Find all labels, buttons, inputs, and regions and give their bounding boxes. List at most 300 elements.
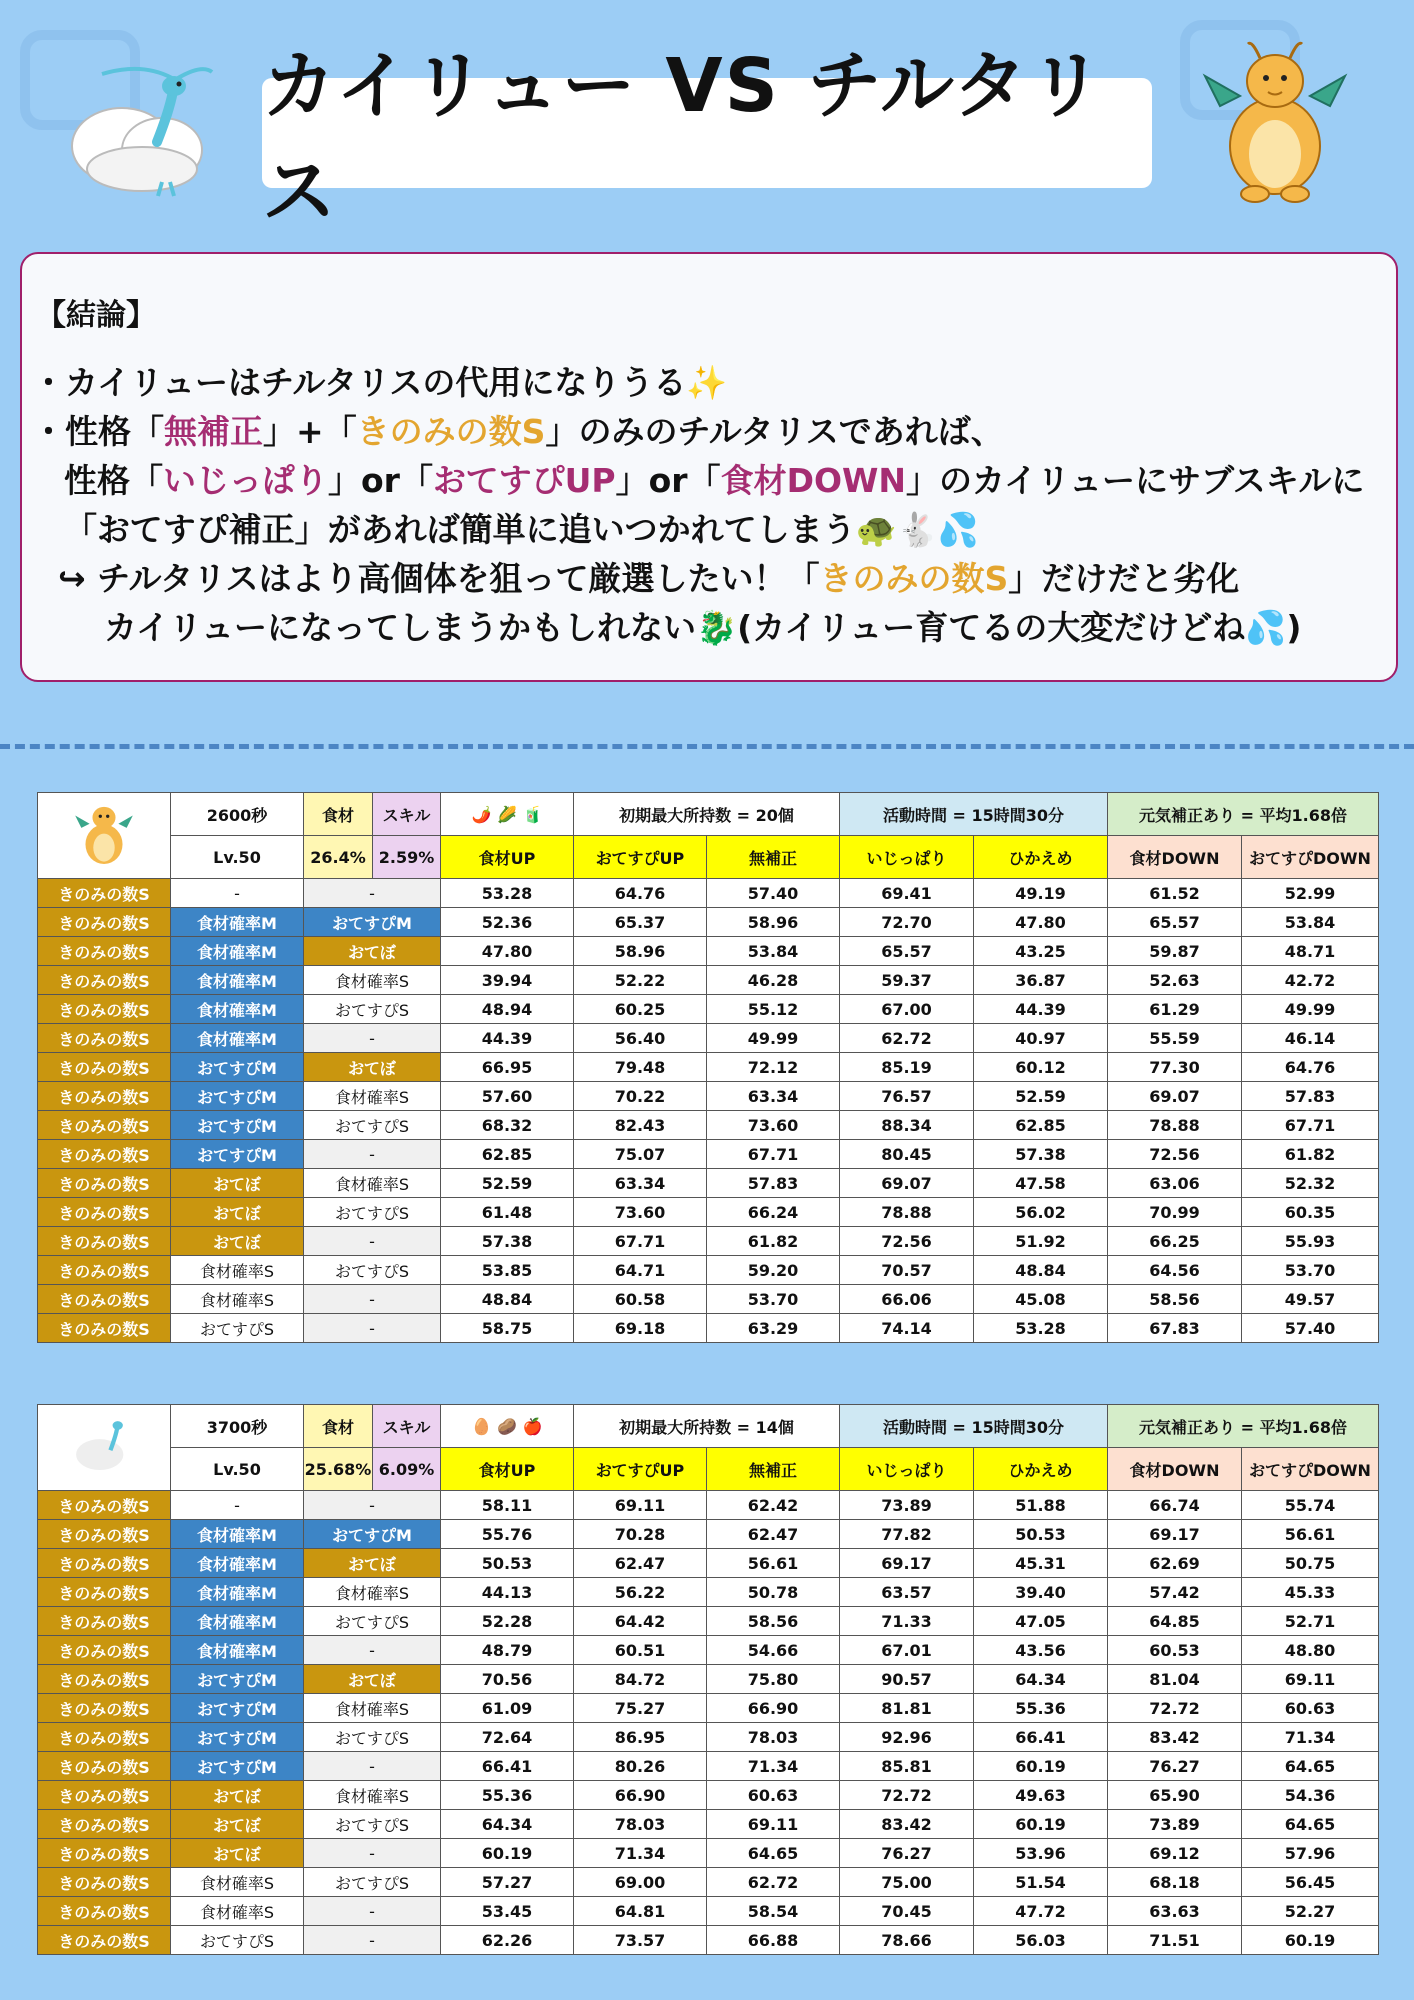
group-header-max-hold: 初期最大所持数 = 20個 — [574, 793, 840, 836]
value-cell: 59.20 — [707, 1256, 840, 1285]
subskill-1-cell: きのみの数S — [38, 1636, 171, 1665]
highlight-help-speed-up: おてすぴUP — [432, 461, 616, 500]
value-cell: 57.83 — [1242, 1082, 1379, 1111]
subskill-2-cell: おてすぴM — [171, 1053, 304, 1082]
value-cell: 58.56 — [1108, 1285, 1242, 1314]
value-cell: 82.43 — [574, 1111, 707, 1140]
value-cell: 52.22 — [574, 966, 707, 995]
subskill-1-cell: きのみの数S — [38, 1198, 171, 1227]
ingredient-label: 食材 — [304, 1405, 373, 1448]
value-cell: 83.42 — [1108, 1723, 1242, 1752]
value-cell: 64.42 — [574, 1607, 707, 1636]
dragonite-mascot-image — [1200, 36, 1350, 206]
conclusion-heading: 【結論】 — [36, 298, 156, 333]
subskill-2-cell: - — [171, 1491, 304, 1520]
value-cell: 57.83 — [707, 1169, 840, 1198]
value-cell: 42.72 — [1242, 966, 1379, 995]
value-cell: 64.65 — [1242, 1810, 1379, 1839]
value-cell: 45.33 — [1242, 1578, 1379, 1607]
value-cell: 62.47 — [574, 1549, 707, 1578]
value-cell: 66.41 — [974, 1723, 1108, 1752]
value-cell: 71.51 — [1108, 1926, 1242, 1955]
value-cell: 66.95 — [441, 1053, 574, 1082]
value-cell: 75.80 — [707, 1665, 840, 1694]
col-header: 無補正 — [707, 1448, 840, 1491]
value-cell: 69.11 — [707, 1810, 840, 1839]
subskill-2-cell: おてぼ — [171, 1227, 304, 1256]
subskill-1-cell: きのみの数S — [38, 966, 171, 995]
value-cell: 61.09 — [441, 1694, 574, 1723]
section-divider — [0, 744, 1414, 749]
subskill-3-cell: - — [304, 1897, 441, 1926]
value-cell: 63.34 — [574, 1169, 707, 1198]
table-row — [38, 1810, 1379, 1839]
corn-icon: 🌽 — [497, 804, 517, 824]
subskill-2-cell: おてすぴS — [171, 1314, 304, 1343]
value-cell: 52.36 — [441, 908, 574, 937]
value-cell: 57.40 — [707, 879, 840, 908]
value-cell: 69.00 — [574, 1868, 707, 1897]
subskill-2-cell: おてぼ — [171, 1781, 304, 1810]
value-cell: 40.97 — [974, 1024, 1108, 1053]
table-row — [38, 1256, 1379, 1285]
subskill-3-cell: - — [304, 1227, 441, 1256]
value-cell: 58.96 — [707, 908, 840, 937]
value-cell: 53.70 — [1242, 1256, 1379, 1285]
subskill-3-cell: おてすぴM — [304, 908, 441, 937]
subskill-1-cell: きのみの数S — [38, 1578, 171, 1607]
level: Lv.50 — [171, 1448, 304, 1491]
table-row — [38, 1520, 1379, 1549]
subskill-1-cell: きのみの数S — [38, 1491, 171, 1520]
value-cell: 53.70 — [707, 1285, 840, 1314]
value-cell: 52.28 — [441, 1607, 574, 1636]
value-cell: 52.99 — [1242, 879, 1379, 908]
table-row — [38, 1053, 1379, 1082]
value-cell: 49.99 — [1242, 995, 1379, 1024]
subskill-1-cell: きのみの数S — [38, 908, 171, 937]
subskill-3-cell: - — [304, 879, 441, 908]
value-cell: 66.41 — [441, 1752, 574, 1781]
table-row — [38, 1314, 1379, 1343]
subskill-2-cell: 食材確率S — [171, 1285, 304, 1314]
value-cell: 88.34 — [840, 1111, 974, 1140]
subskill-2-cell: 食材確率S — [171, 1868, 304, 1897]
value-cell: 53.28 — [974, 1314, 1108, 1343]
subskill-3-cell: おてすぴS — [304, 1256, 441, 1285]
table-row — [38, 1140, 1379, 1169]
subskill-2-cell: 食材確率M — [171, 1549, 304, 1578]
value-cell: 71.33 — [840, 1607, 974, 1636]
value-cell: 78.66 — [840, 1926, 974, 1955]
value-cell: 45.08 — [974, 1285, 1108, 1314]
value-cell: 69.17 — [840, 1549, 974, 1578]
value-cell: 49.57 — [1242, 1285, 1379, 1314]
value-cell: 45.31 — [974, 1549, 1108, 1578]
value-cell: 55.74 — [1242, 1491, 1379, 1520]
subskill-3-cell: おてぼ — [304, 1549, 441, 1578]
value-cell: 64.81 — [574, 1897, 707, 1926]
subskill-2-cell: おてすぴM — [171, 1665, 304, 1694]
group-header-max-hold: 初期最大所持数 = 14個 — [574, 1405, 840, 1448]
value-cell: 72.70 — [840, 908, 974, 937]
value-cell: 48.94 — [441, 995, 574, 1024]
value-cell: 60.53 — [1108, 1636, 1242, 1665]
value-cell: 69.41 — [840, 879, 974, 908]
value-cell: 64.76 — [1242, 1053, 1379, 1082]
value-cell: 73.60 — [574, 1198, 707, 1227]
apple-icon: 🍎 — [522, 1416, 543, 1436]
conclusion-text: ) — [1286, 608, 1302, 647]
subskill-1-cell: きのみの数S — [38, 1053, 171, 1082]
conclusion-text: カイリューになってしまうかもしれない — [104, 608, 697, 647]
value-cell: 54.66 — [707, 1636, 840, 1665]
value-cell: 61.82 — [707, 1227, 840, 1256]
value-cell: 63.29 — [707, 1314, 840, 1343]
value-cell: 60.25 — [574, 995, 707, 1024]
value-cell: 53.28 — [441, 879, 574, 908]
value-cell: 55.59 — [1108, 1024, 1242, 1053]
value-cell: 66.90 — [707, 1694, 840, 1723]
subskill-1-cell: きのみの数S — [38, 1285, 171, 1314]
subskill-1-cell: きのみの数S — [38, 1549, 171, 1578]
value-cell: 65.37 — [574, 908, 707, 937]
value-cell: 48.79 — [441, 1636, 574, 1665]
value-cell: 43.56 — [974, 1636, 1108, 1665]
value-cell: 44.39 — [441, 1024, 574, 1053]
value-cell: 53.96 — [974, 1839, 1108, 1868]
table-row — [38, 1111, 1379, 1140]
conclusion-line-3 — [32, 456, 1382, 505]
ingredient-rate: 25.68% — [304, 1448, 373, 1491]
value-cell: 56.61 — [1242, 1520, 1379, 1549]
value-cell: 49.63 — [974, 1781, 1108, 1810]
highlight-berry-count-s: きのみの数S — [819, 559, 1009, 598]
subskill-1-cell: きのみの数S — [38, 1694, 171, 1723]
conclusion-line-6 — [32, 603, 1382, 652]
table-row — [38, 1752, 1379, 1781]
value-cell: 72.72 — [1108, 1694, 1242, 1723]
table-row — [38, 908, 1379, 937]
col-header: 食材DOWN — [1108, 1448, 1242, 1491]
value-cell: 58.56 — [707, 1607, 840, 1636]
value-cell: 51.54 — [974, 1868, 1108, 1897]
value-cell: 50.75 — [1242, 1549, 1379, 1578]
value-cell: 85.19 — [840, 1053, 974, 1082]
oil-bottle-icon: 🧃 — [522, 804, 543, 824]
value-cell: 68.18 — [1108, 1868, 1242, 1897]
value-cell: 58.11 — [441, 1491, 574, 1520]
subskill-3-cell: おてすぴM — [304, 1520, 441, 1549]
value-cell: 57.60 — [441, 1082, 574, 1111]
subskill-1-cell: きのみの数S — [38, 1607, 171, 1636]
value-cell: 69.12 — [1108, 1839, 1242, 1868]
value-cell: 76.27 — [840, 1839, 974, 1868]
table-row — [38, 995, 1379, 1024]
subskill-3-cell: おてすぴS — [304, 1723, 441, 1752]
conclusion-text: 「おてすぴ補正」があれば簡単に追いつかれてしまう — [64, 510, 856, 549]
group-header-energy: 元気補正あり = 平均1.68倍 — [1108, 1405, 1379, 1448]
subskill-1-cell: きのみの数S — [38, 1752, 171, 1781]
level: Lv.50 — [171, 836, 304, 879]
value-cell: 53.85 — [441, 1256, 574, 1285]
col-header: ひかえめ — [974, 1448, 1108, 1491]
value-cell: 60.19 — [974, 1752, 1108, 1781]
skill-rate: 2.59% — [373, 836, 441, 879]
subskill-2-cell: おてぼ — [171, 1198, 304, 1227]
subskill-3-cell: おてぼ — [304, 937, 441, 966]
value-cell: 44.13 — [441, 1578, 574, 1607]
subskill-1-cell: きのみの数S — [38, 1314, 171, 1343]
value-cell: 52.59 — [441, 1169, 574, 1198]
value-cell: 65.57 — [840, 937, 974, 966]
subskill-3-cell: - — [304, 1926, 441, 1955]
value-cell: 57.40 — [1242, 1314, 1379, 1343]
value-cell: 55.93 — [1242, 1227, 1379, 1256]
dragon-icon: 🐉 — [696, 608, 738, 647]
conclusion-text: ・カイリューはチルタリスの代用になりうる — [32, 363, 687, 402]
value-cell: 63.06 — [1108, 1169, 1242, 1198]
conclusion-text: ↪ チルタリスはより高個体を狙って厳選したい！「 — [58, 559, 820, 598]
value-cell: 80.45 — [840, 1140, 974, 1169]
value-cell: 55.36 — [974, 1694, 1108, 1723]
value-cell: 64.34 — [974, 1665, 1108, 1694]
subskill-2-cell: 食材確率S — [171, 1256, 304, 1285]
highlight-adamant: いじっぱり — [163, 461, 328, 500]
mascot-cell — [38, 1405, 171, 1491]
value-cell: 56.61 — [707, 1549, 840, 1578]
subskill-3-cell: - — [304, 1636, 441, 1665]
col-header: 無補正 — [707, 836, 840, 879]
value-cell: 36.87 — [974, 966, 1108, 995]
subskill-3-cell: おてぼ — [304, 1665, 441, 1694]
value-cell: 67.83 — [1108, 1314, 1242, 1343]
subskill-2-cell: おてすぴM — [171, 1082, 304, 1111]
value-cell: 64.76 — [574, 879, 707, 908]
value-cell: 62.69 — [1108, 1549, 1242, 1578]
ingredient-icons — [441, 793, 574, 836]
value-cell: 62.42 — [707, 1491, 840, 1520]
value-cell: 70.22 — [574, 1082, 707, 1111]
conclusion-text: ・性格「 — [32, 412, 164, 451]
subskill-1-cell: きのみの数S — [38, 937, 171, 966]
table-row — [38, 1839, 1379, 1868]
value-cell: 78.03 — [574, 1810, 707, 1839]
table-row — [38, 1897, 1379, 1926]
subskill-2-cell: おてすぴS — [171, 1926, 304, 1955]
value-cell: 81.04 — [1108, 1665, 1242, 1694]
skill-label: スキル — [373, 1405, 441, 1448]
subskill-2-cell: おてすぴM — [171, 1694, 304, 1723]
value-cell: 47.80 — [974, 908, 1108, 937]
conclusion-box — [20, 252, 1398, 682]
subskill-3-cell: - — [304, 1839, 441, 1868]
value-cell: 69.17 — [1108, 1520, 1242, 1549]
table-row — [38, 1285, 1379, 1314]
table-row — [38, 1781, 1379, 1810]
value-cell: 56.02 — [974, 1198, 1108, 1227]
subskill-3-cell: - — [304, 1752, 441, 1781]
skill-label: スキル — [373, 793, 441, 836]
subskill-3-cell: 食材確率S — [304, 1082, 441, 1111]
ingredient-icons — [441, 1405, 574, 1448]
subskill-1-cell: きのみの数S — [38, 1723, 171, 1752]
egg-icon: 🥚 — [471, 1416, 492, 1436]
value-cell: 55.76 — [441, 1520, 574, 1549]
conclusion-line-2 — [32, 407, 1382, 456]
subskill-2-cell: 食材確率S — [171, 1897, 304, 1926]
col-header: おてすぴUP — [574, 836, 707, 879]
value-cell: 47.58 — [974, 1169, 1108, 1198]
value-cell: 39.94 — [441, 966, 574, 995]
value-cell: 61.29 — [1108, 995, 1242, 1024]
value-cell: 73.89 — [840, 1491, 974, 1520]
subskill-2-cell: 食材確率M — [171, 995, 304, 1024]
table-row — [38, 879, 1379, 908]
value-cell: 53.84 — [1242, 908, 1379, 937]
value-cell: 56.22 — [574, 1578, 707, 1607]
value-cell: 47.72 — [974, 1897, 1108, 1926]
table-row — [38, 1549, 1379, 1578]
subskill-3-cell: 食材確率S — [304, 1169, 441, 1198]
value-cell: 78.88 — [1108, 1111, 1242, 1140]
subskill-3-cell: 食材確率S — [304, 1578, 441, 1607]
value-cell: 67.71 — [574, 1227, 707, 1256]
dragonite-table — [37, 792, 1379, 1343]
col-header: おてすぴDOWN — [1242, 836, 1379, 879]
subskill-3-cell: おてすぴS — [304, 1810, 441, 1839]
table-row — [38, 1607, 1379, 1636]
value-cell: 83.42 — [840, 1810, 974, 1839]
value-cell: 55.36 — [441, 1781, 574, 1810]
sleep-time: 2600秒 — [171, 793, 304, 836]
subskill-3-cell: - — [304, 1314, 441, 1343]
subskill-2-cell: 食材確率M — [171, 908, 304, 937]
subskill-2-cell: 食材確率M — [171, 966, 304, 995]
value-cell: 74.14 — [840, 1314, 974, 1343]
value-cell: 57.42 — [1108, 1578, 1242, 1607]
value-cell: 64.56 — [1108, 1256, 1242, 1285]
value-cell: 72.72 — [840, 1781, 974, 1810]
value-cell: 67.00 — [840, 995, 974, 1024]
conclusion-text: 」or「 — [615, 461, 721, 500]
table-row — [38, 1636, 1379, 1665]
value-cell: 64.85 — [1108, 1607, 1242, 1636]
subskill-1-cell: きのみの数S — [38, 1810, 171, 1839]
value-cell: 76.27 — [1108, 1752, 1242, 1781]
conclusion-line-5 — [32, 554, 1382, 603]
table-row — [38, 1198, 1379, 1227]
value-cell: 66.74 — [1108, 1491, 1242, 1520]
subskill-2-cell: おてすぴM — [171, 1752, 304, 1781]
subskill-1-cell: きのみの数S — [38, 1227, 171, 1256]
value-cell: 44.39 — [974, 995, 1108, 1024]
value-cell: 60.19 — [1242, 1926, 1379, 1955]
value-cell: 57.27 — [441, 1868, 574, 1897]
value-cell: 75.07 — [574, 1140, 707, 1169]
value-cell: 60.58 — [574, 1285, 707, 1314]
value-cell: 59.37 — [840, 966, 974, 995]
value-cell: 64.65 — [707, 1839, 840, 1868]
value-cell: 76.57 — [840, 1082, 974, 1111]
subskill-2-cell: 食材確率M — [171, 937, 304, 966]
value-cell: 63.63 — [1108, 1897, 1242, 1926]
conclusion-text: (カイリュー育てるの大変だけどね — [737, 608, 1246, 647]
value-cell: 56.45 — [1242, 1868, 1379, 1897]
page-title: カイリュー VS チルタリス — [262, 78, 1152, 188]
subskill-1-cell: きのみの数S — [38, 1140, 171, 1169]
value-cell: 63.34 — [707, 1082, 840, 1111]
value-cell: 51.88 — [974, 1491, 1108, 1520]
sleep-time: 3700秒 — [171, 1405, 304, 1448]
value-cell: 48.84 — [441, 1285, 574, 1314]
col-header: 食材UP — [441, 836, 574, 879]
value-cell: 64.65 — [1242, 1752, 1379, 1781]
value-cell: 51.92 — [974, 1227, 1108, 1256]
value-cell: 86.95 — [574, 1723, 707, 1752]
value-cell: 65.57 — [1108, 908, 1242, 937]
value-cell: 79.48 — [574, 1053, 707, 1082]
value-cell: 50.53 — [974, 1520, 1108, 1549]
subskill-3-cell: おてすぴS — [304, 1868, 441, 1897]
table-row — [38, 1926, 1379, 1955]
subskill-2-cell: 食材確率M — [171, 1607, 304, 1636]
value-cell: 50.78 — [707, 1578, 840, 1607]
subskill-3-cell: おてすぴS — [304, 1607, 441, 1636]
value-cell: 66.25 — [1108, 1227, 1242, 1256]
value-cell: 67.71 — [707, 1140, 840, 1169]
value-cell: 84.72 — [574, 1665, 707, 1694]
value-cell: 72.56 — [840, 1227, 974, 1256]
value-cell: 70.56 — [441, 1665, 574, 1694]
ingredient-rate: 26.4% — [304, 836, 373, 879]
value-cell: 80.26 — [574, 1752, 707, 1781]
value-cell: 49.19 — [974, 879, 1108, 908]
value-cell: 47.05 — [974, 1607, 1108, 1636]
value-cell: 72.12 — [707, 1053, 840, 1082]
value-cell: 68.32 — [441, 1111, 574, 1140]
value-cell: 50.53 — [441, 1549, 574, 1578]
value-cell: 62.85 — [441, 1140, 574, 1169]
value-cell: 78.88 — [840, 1198, 974, 1227]
value-cell: 39.40 — [974, 1578, 1108, 1607]
value-cell: 75.00 — [840, 1868, 974, 1897]
value-cell: 56.40 — [574, 1024, 707, 1053]
subskill-1-cell: きのみの数S — [38, 1781, 171, 1810]
value-cell: 70.28 — [574, 1520, 707, 1549]
table-row — [38, 1868, 1379, 1897]
value-cell: 71.34 — [1242, 1723, 1379, 1752]
value-cell: 57.96 — [1242, 1839, 1379, 1868]
value-cell: 57.38 — [974, 1140, 1108, 1169]
highlight-ingredient-down: 食材DOWN — [720, 461, 907, 500]
subskill-3-cell: - — [304, 1024, 441, 1053]
value-cell: 58.75 — [441, 1314, 574, 1343]
value-cell: 73.89 — [1108, 1810, 1242, 1839]
value-cell: 66.06 — [840, 1285, 974, 1314]
value-cell: 63.57 — [840, 1578, 974, 1607]
subskill-3-cell: おてすぴS — [304, 1111, 441, 1140]
col-header: おてすぴDOWN — [1242, 1448, 1379, 1491]
altaria-mascot-image — [62, 64, 222, 204]
table-row — [38, 1169, 1379, 1198]
table-row — [38, 1578, 1379, 1607]
col-header: いじっぱり — [840, 1448, 974, 1491]
value-cell: 66.90 — [574, 1781, 707, 1810]
value-cell: 69.18 — [574, 1314, 707, 1343]
subskill-2-cell: 食材確率M — [171, 1520, 304, 1549]
value-cell: 64.71 — [574, 1256, 707, 1285]
